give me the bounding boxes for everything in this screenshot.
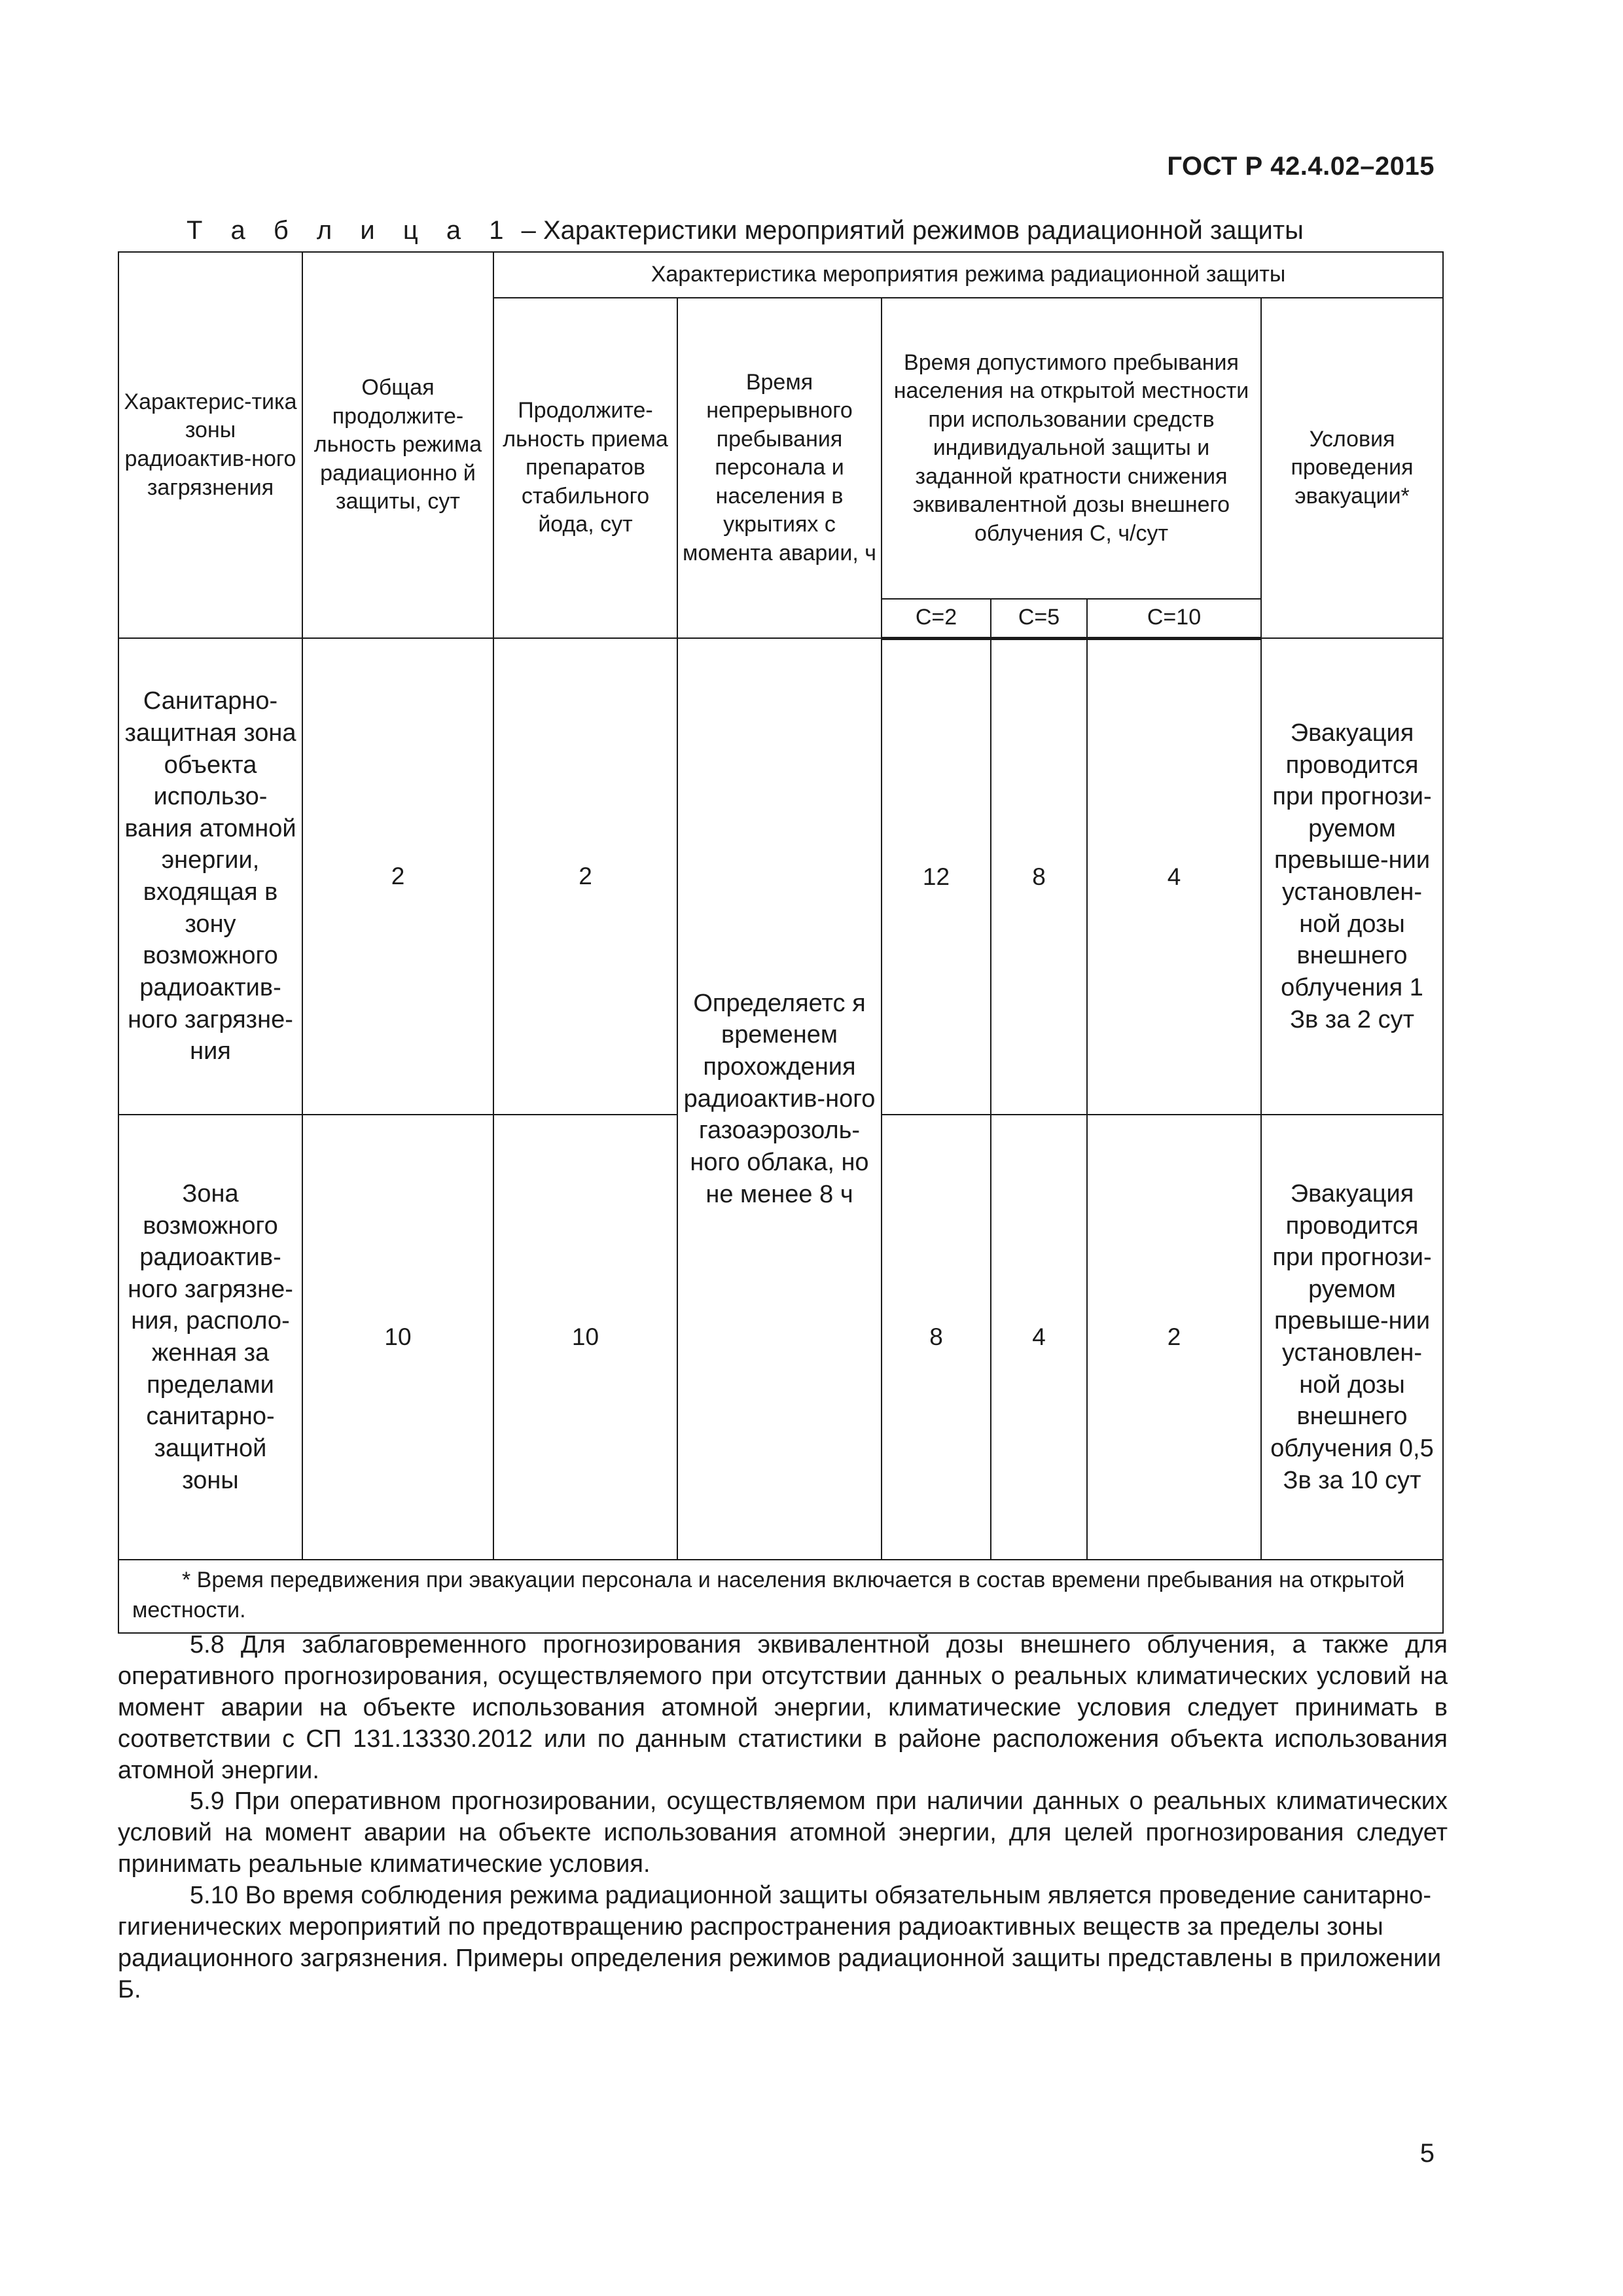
- header-c2: C=2: [882, 599, 991, 638]
- table-row: [118, 638, 1443, 1115]
- page-number: 5: [1419, 2139, 1435, 2168]
- row1-c2: 12: [882, 638, 991, 1115]
- row2-c10: 2: [1087, 1115, 1261, 1560]
- table-caption-label: Т а б л и ц а 1: [187, 216, 514, 245]
- radiation-protection-table: [118, 251, 1444, 1634]
- row1-total: 2: [302, 638, 493, 1115]
- header-open-area-time: Время допустимого пребывания населения на открытой местности при использовании средств индивидуальной защиты и заданной кратности снижения эквивалентной дозы внешнего облучения С, ч/сут: [882, 298, 1261, 599]
- body-text: [118, 1630, 1448, 2006]
- header-measure-group: Характеристика мероприятия режима радиационной защиты: [493, 252, 1443, 298]
- row1-evacuation: Эвакуация проводится при прогнози-руемом превыше-нии установлен-ной дозы внешнего облучения 1 Зв за 2 сут: [1261, 638, 1443, 1115]
- row1-iodine: 2: [493, 638, 677, 1115]
- header-shelter-time: Время непрерывного пребывания персонала и населения в укрытиях с момента аварии, ч: [677, 298, 882, 638]
- row2-iodine: 10: [493, 1115, 677, 1560]
- table-caption-text: – Характеристики мероприятий режимов радиационной защиты: [514, 216, 1304, 245]
- header-zone: Характерис-тика зоны радиоактив-ного загрязнения: [118, 252, 302, 638]
- row2-c2: 8: [882, 1115, 991, 1560]
- row1-c5: 8: [991, 638, 1087, 1115]
- shelter-time-value: Определяетс я временем прохождения радиоактив-ного газоаэрозоль-ного облака, но не менее 8 ч: [677, 638, 882, 1560]
- row2-evacuation: Эвакуация проводится при прогнози-руемом превыше-нии установлен-ной дозы внешнего облучения 0,5 Зв за 10 сут: [1261, 1115, 1443, 1560]
- row2-total: 10: [302, 1115, 493, 1560]
- row2-c5: 4: [991, 1115, 1087, 1560]
- table-footnote: [118, 1560, 1443, 1633]
- row1-c10: 4: [1087, 638, 1261, 1115]
- paragraph-5-9: 5.9 При оперативном прогнозировании, осуществляемом при наличии данных о реальных климатических условий на момент аварии на объекте использования атомной энергии, для целей прогнозирования следует принимать реальные климатические условия.: [118, 1787, 1448, 1878]
- header-iodine-duration: Продолжите-льность приема препаратов стабильного йода, сут: [493, 298, 677, 638]
- table-caption: [187, 216, 1304, 245]
- table-footnote-text: * Время передвижения при эвакуации персонала и населения включается в состав времени пребывания на открытой местности.: [132, 1568, 1405, 1623]
- paragraph-5-10: 5.10 Во время соблюдения режима радиационной защиты обязательным является проведение санитарно-гигиенических мероприятий по предотвращению распространения радиоактивных веществ за пределы зоны радиационного загрязнения. Примеры определения режимов радиационной защиты представлены в приложении Б.: [118, 1882, 1442, 2003]
- header-c5: C=5: [991, 599, 1087, 638]
- document-code: ГОСТ Р 42.4.02–2015: [1167, 152, 1435, 181]
- header-c10: C=10: [1087, 599, 1261, 638]
- paragraph-5-8: 5.8 Для заблаговременного прогнозирования эквивалентной дозы внешнего облучения, а также для оперативного прогнозирования, осуществляемого при отсутствии данных о реальных климатических условий на момент аварии на объекте использования атомной энергии, климатические условия следует принимать в соответствии с СП 131.13330.2012 или по данным статистики в районе расположения объекта использования атомной энергии.: [118, 1631, 1448, 1784]
- row1-zone: Санитарно-защитная зона объекта использо-вания атомной энергии, входящая в зону возможного радиоактив-ного загрязне-ния: [118, 638, 302, 1115]
- row2-zone: Зона возможного радиоактив-ного загрязне-ния, располо-женная за пределами санитарно-защитной зоны: [118, 1115, 302, 1560]
- header-total-duration: Общая продолжите-льность режима радиационно й защиты, сут: [302, 252, 493, 638]
- header-evacuation: Условия проведения эвакуации*: [1261, 298, 1443, 638]
